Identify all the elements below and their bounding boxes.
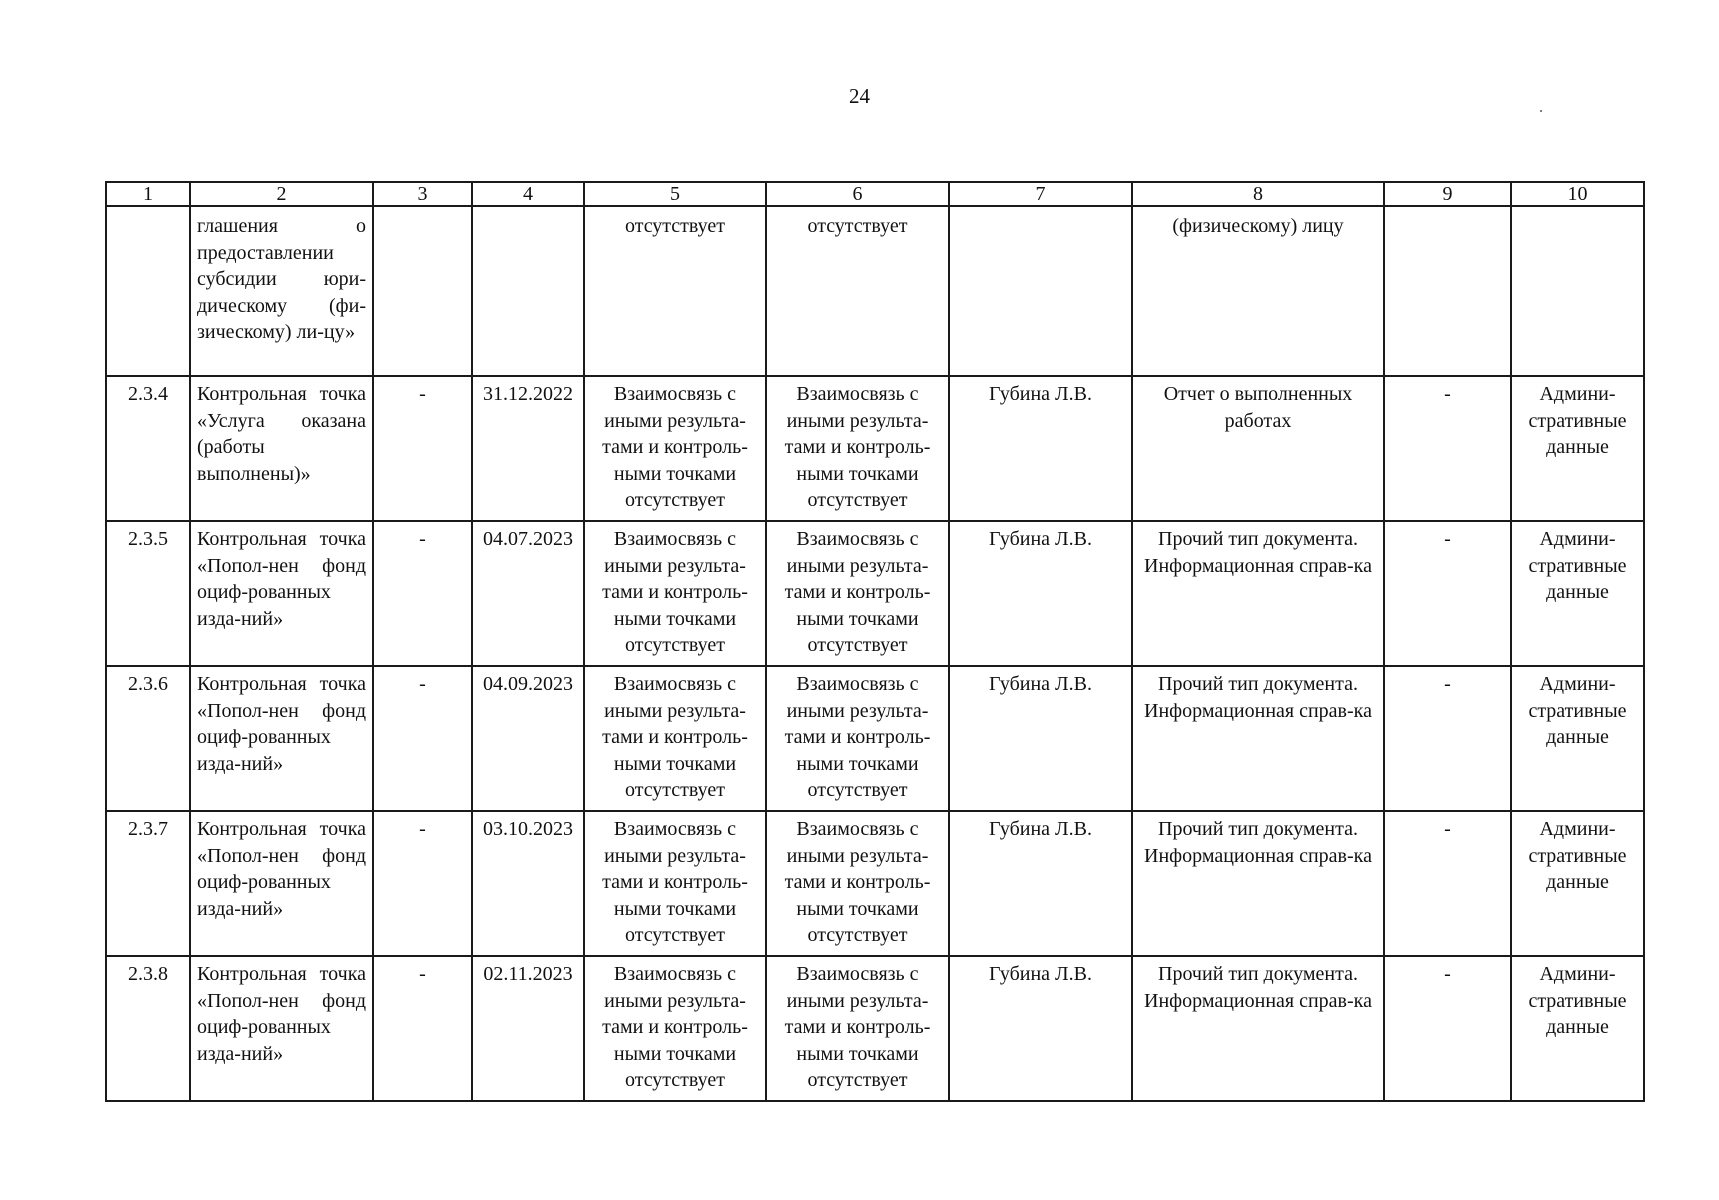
cell-doc: Прочий тип документа. Информационная справ-ка bbox=[1132, 811, 1384, 956]
col-header-1: 1 bbox=[106, 182, 190, 206]
cell-doc: Отчет о выполненных работах bbox=[1132, 376, 1384, 521]
cell-c6: Взаимосвязь с иными результа-тами и контроль-ными точками отсутствует bbox=[766, 811, 949, 956]
scan-speck bbox=[1540, 110, 1542, 112]
cell-date: 31.12.2022 bbox=[472, 376, 584, 521]
col-header-7: 7 bbox=[949, 182, 1132, 206]
cell-date: 04.09.2023 bbox=[472, 666, 584, 811]
table-row bbox=[106, 666, 1644, 811]
cell-c10: Админи-стративные данные bbox=[1511, 811, 1644, 956]
col-header-6: 6 bbox=[766, 182, 949, 206]
cell-date: 03.10.2023 bbox=[472, 811, 584, 956]
cell-c9: - bbox=[1384, 956, 1511, 1101]
col-header-9: 9 bbox=[1384, 182, 1511, 206]
cell-c9: - bbox=[1384, 521, 1511, 666]
cell-num: 2.3.7 bbox=[106, 811, 190, 956]
table-row bbox=[106, 521, 1644, 666]
cell-c3: - bbox=[373, 811, 472, 956]
cell-responsible: Губина Л.В. bbox=[949, 956, 1132, 1101]
cell-c5: Взаимосвязь с иными результа-тами и контроль-ными точками отсутствует bbox=[584, 666, 766, 811]
cell-date bbox=[472, 206, 584, 376]
cell-c5: Взаимосвязь с иными результа-тами и контроль-ными точками отсутствует bbox=[584, 811, 766, 956]
cell-c6: отсутствует bbox=[766, 206, 949, 376]
col-header-8: 8 bbox=[1132, 182, 1384, 206]
cell-num: 2.3.4 bbox=[106, 376, 190, 521]
page-number: 24 bbox=[849, 84, 870, 108]
cell-name: Контрольная точка «Услуга оказана (работы выполнены)» bbox=[190, 376, 373, 521]
cell-doc: Прочий тип документа. Информационная справ-ка bbox=[1132, 956, 1384, 1101]
col-header-4: 4 bbox=[472, 182, 584, 206]
cell-responsible: Губина Л.В. bbox=[949, 811, 1132, 956]
cell-c3: - bbox=[373, 666, 472, 811]
cell-num: 2.3.5 bbox=[106, 521, 190, 666]
cell-c10: Админи-стративные данные bbox=[1511, 666, 1644, 811]
cell-c9 bbox=[1384, 206, 1511, 376]
cell-c6: Взаимосвязь с иными результа-тами и контроль-ными точками отсутствует bbox=[766, 376, 949, 521]
cell-c6: Взаимосвязь с иными результа-тами и контроль-ными точками отсутствует bbox=[766, 956, 949, 1101]
cell-c9: - bbox=[1384, 666, 1511, 811]
cell-c9: - bbox=[1384, 376, 1511, 521]
cell-name: Контрольная точка «Попол-нен фонд оциф-рованных изда-ний» bbox=[190, 956, 373, 1101]
cell-name: глашения о предоставлении субсидии юри-дическому (фи-зическому) ли-цу» bbox=[190, 206, 373, 376]
plan-table bbox=[105, 181, 1645, 1102]
col-header-3: 3 bbox=[373, 182, 472, 206]
cell-name: Контрольная точка «Попол-нен фонд оциф-рованных изда-ний» bbox=[190, 521, 373, 666]
cell-c6: Взаимосвязь с иными результа-тами и контроль-ными точками отсутствует bbox=[766, 521, 949, 666]
cell-c5: Взаимосвязь с иными результа-тами и контроль-ными точками отсутствует bbox=[584, 376, 766, 521]
table-row bbox=[106, 811, 1644, 956]
cell-num: 2.3.6 bbox=[106, 666, 190, 811]
cell-c10: Админи-стративные данные bbox=[1511, 376, 1644, 521]
cell-c6: Взаимосвязь с иными результа-тами и контроль-ными точками отсутствует bbox=[766, 666, 949, 811]
cell-c5: Взаимосвязь с иными результа-тами и контроль-ными точками отсутствует bbox=[584, 956, 766, 1101]
cell-c3 bbox=[373, 206, 472, 376]
cell-doc: Прочий тип документа. Информационная справ-ка bbox=[1132, 666, 1384, 811]
cell-name: Контрольная точка «Попол-нен фонд оциф-рованных изда-ний» bbox=[190, 811, 373, 956]
cell-c10: Админи-стративные данные bbox=[1511, 956, 1644, 1101]
cell-c5: Взаимосвязь с иными результа-тами и контроль-ными точками отсутствует bbox=[584, 521, 766, 666]
cell-c3: - bbox=[373, 956, 472, 1101]
cell-doc: Прочий тип документа. Информационная справ-ка bbox=[1132, 521, 1384, 666]
col-header-2: 2 bbox=[190, 182, 373, 206]
cell-c10 bbox=[1511, 206, 1644, 376]
col-header-10: 10 bbox=[1511, 182, 1644, 206]
col-header-5: 5 bbox=[584, 182, 766, 206]
cell-c5: отсутствует bbox=[584, 206, 766, 376]
table-row bbox=[106, 956, 1644, 1101]
cell-date: 04.07.2023 bbox=[472, 521, 584, 666]
cell-responsible: Губина Л.В. bbox=[949, 521, 1132, 666]
cell-responsible: Губина Л.В. bbox=[949, 666, 1132, 811]
cell-responsible: Губина Л.В. bbox=[949, 376, 1132, 521]
cell-c3: - bbox=[373, 521, 472, 666]
cell-c10: Админи-стративные данные bbox=[1511, 521, 1644, 666]
cell-c9: - bbox=[1384, 811, 1511, 956]
table-row bbox=[106, 376, 1644, 521]
cell-responsible bbox=[949, 206, 1132, 376]
cell-num: 2.3.8 bbox=[106, 956, 190, 1101]
table-row-continuation bbox=[106, 206, 1644, 376]
column-numbers-row bbox=[106, 182, 1644, 206]
cell-name: Контрольная точка «Попол-нен фонд оциф-рованных изда-ний» bbox=[190, 666, 373, 811]
cell-doc: (физическому) лицу bbox=[1132, 206, 1384, 376]
cell-num bbox=[106, 206, 190, 376]
cell-c3: - bbox=[373, 376, 472, 521]
cell-date: 02.11.2023 bbox=[472, 956, 584, 1101]
